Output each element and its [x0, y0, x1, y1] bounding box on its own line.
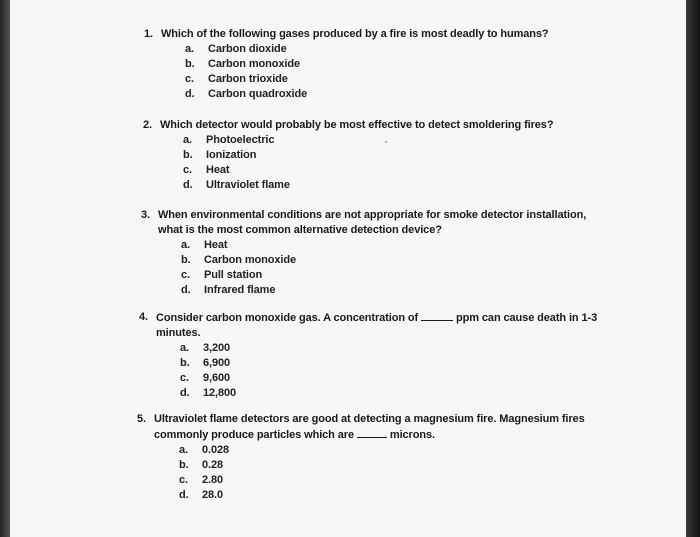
option-letter: d.	[179, 489, 189, 501]
question-5-option-a	[179, 443, 682, 458]
option-letter: a.	[183, 134, 192, 146]
question-4-number: 4.	[139, 311, 148, 323]
option-letter: d.	[180, 387, 190, 399]
question-5-text-line-1: Ultraviolet flame detectors are good at detecting a magnesium fire. Magnesium fires	[154, 413, 585, 425]
option-letter: b.	[185, 58, 195, 70]
stray-pen-dot	[385, 141, 387, 143]
question-2-number: 2.	[143, 119, 152, 131]
question-4-answer-blank	[421, 310, 453, 321]
question-3-options	[181, 238, 681, 298]
option-text: Infrared flame	[204, 284, 276, 296]
option-letter: c.	[183, 164, 192, 176]
question-4-prompt	[139, 310, 679, 341]
option-text: Carbon monoxide	[208, 58, 301, 70]
option-text: 0.28	[202, 459, 224, 471]
option-text: 0.028	[202, 444, 230, 456]
question-1-option-c	[185, 72, 664, 87]
question-4	[139, 310, 679, 401]
option-letter: a.	[180, 342, 189, 354]
question-5-answer-blank	[357, 427, 387, 438]
question-3-text-line-1: When environmental conditions are not appropriate for smoke detector installation,	[158, 209, 587, 221]
option-text: Carbon dioxide	[208, 43, 287, 55]
question-3-option-a	[181, 238, 681, 253]
question-3-option-c	[181, 268, 681, 283]
question-1-options	[185, 42, 664, 102]
question-5-option-d	[179, 488, 682, 503]
question-5-options	[179, 443, 682, 503]
option-letter: c.	[179, 474, 188, 486]
option-letter: d.	[183, 179, 193, 191]
question-4-option-b	[180, 356, 679, 371]
option-letter: b.	[183, 149, 193, 161]
photo-left-edge	[0, 0, 10, 537]
question-4-text-line-1	[156, 310, 679, 326]
option-letter: b.	[179, 459, 189, 471]
question-2-option-b	[183, 148, 668, 163]
option-letter: c.	[181, 269, 190, 281]
question-3-number: 3.	[141, 209, 150, 221]
question-5-number: 5.	[137, 413, 146, 425]
question-4-option-c	[180, 371, 679, 386]
worksheet-page	[10, 0, 686, 537]
option-text: 6,900	[203, 357, 231, 369]
question-3-option-b	[181, 253, 681, 268]
option-letter: d.	[185, 88, 195, 100]
question-1-option-d	[185, 87, 664, 102]
question-1	[144, 27, 664, 102]
option-text: Ultraviolet flame	[206, 179, 290, 191]
option-text: 28.0	[202, 489, 224, 501]
question-5-text-before-blank: commonly produce particles which are	[154, 429, 354, 441]
option-letter: a.	[179, 444, 188, 456]
question-2-option-d	[183, 178, 668, 193]
option-text: 12,800	[203, 387, 237, 399]
question-3-prompt	[141, 208, 681, 238]
question-4-text-after-blank: ppm can cause death in 1-3	[456, 312, 598, 324]
option-letter: d.	[181, 284, 191, 296]
question-5-option-b	[179, 458, 682, 473]
question-1-number: 1.	[144, 28, 153, 40]
question-5	[137, 412, 682, 503]
option-letter: b.	[181, 254, 191, 266]
question-2-options	[183, 133, 668, 193]
option-letter: a.	[181, 239, 190, 251]
option-text: Photoelectric	[206, 134, 275, 146]
option-letter: a.	[185, 43, 194, 55]
question-1-option-b	[185, 57, 664, 72]
option-text: Carbon quadroxide	[208, 88, 308, 100]
option-text: Carbon trioxide	[208, 73, 288, 85]
question-1-option-a	[185, 42, 664, 57]
option-text: Heat	[206, 164, 230, 176]
option-text: 3,200	[203, 342, 231, 354]
option-letter: c.	[185, 73, 194, 85]
question-4-text-before-blank: Consider carbon monoxide gas. A concentration of	[156, 312, 419, 324]
question-1-text: Which of the following gases produced by a fire is most deadly to humans?	[161, 28, 549, 40]
option-letter: c.	[180, 372, 189, 384]
question-2	[143, 118, 668, 193]
question-5-option-c	[179, 473, 682, 488]
question-3-text-line-2: what is the most common alternative detection device?	[158, 224, 442, 236]
question-4-options	[180, 341, 679, 401]
question-4-option-a	[180, 341, 679, 356]
option-letter: b.	[180, 357, 190, 369]
option-text: Heat	[204, 239, 228, 251]
option-text: 2.80	[202, 474, 224, 486]
question-5-text-line-2	[154, 427, 682, 443]
question-1-prompt	[144, 27, 664, 42]
question-4-option-d	[180, 386, 679, 401]
question-2-prompt	[143, 118, 668, 133]
photo-right-edge	[686, 0, 700, 537]
option-text: Carbon monoxide	[204, 254, 297, 266]
question-2-option-a	[183, 133, 668, 148]
option-text: Pull station	[204, 269, 263, 281]
question-2-option-c	[183, 163, 668, 178]
question-2-text: Which detector would probably be most effective to detect smoldering fires?	[160, 119, 554, 131]
option-text: Ionization	[206, 149, 257, 161]
question-4-text-line-2: minutes.	[156, 327, 201, 339]
question-5-text-after-blank: microns.	[389, 429, 435, 441]
option-text: 9,600	[203, 372, 231, 384]
question-3	[141, 208, 681, 298]
question-5-prompt	[137, 412, 682, 443]
question-3-option-d	[181, 283, 681, 298]
